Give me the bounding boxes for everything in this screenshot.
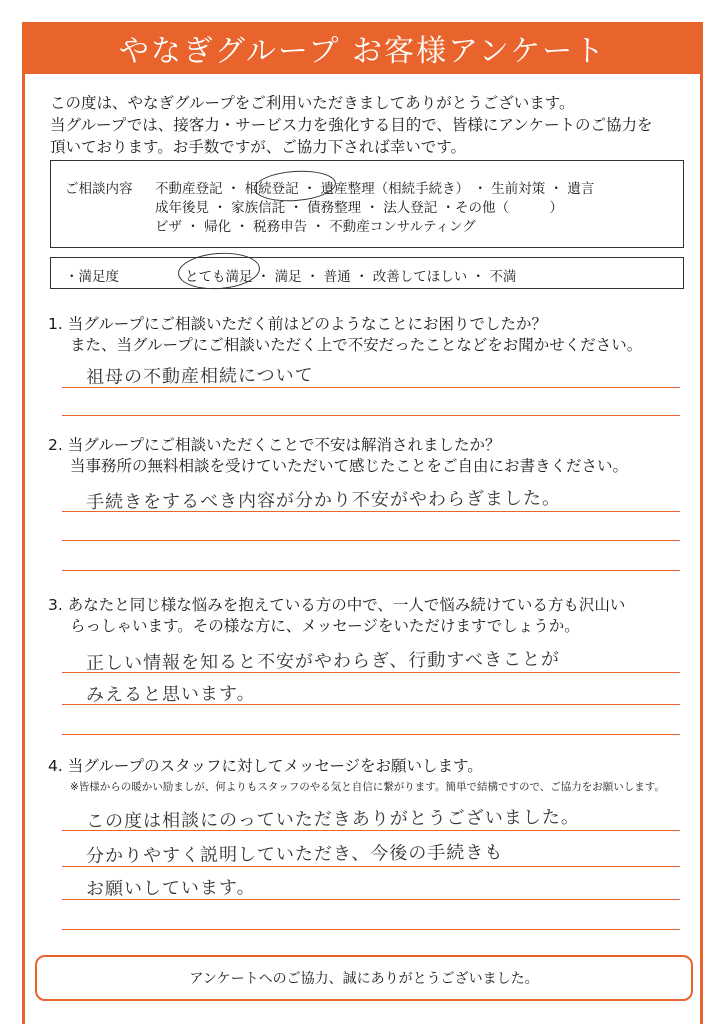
thank-you-footer (35, 955, 693, 1001)
answer-line (62, 570, 680, 571)
question-text: らっしゃいます。その様な方に、メッセージをいただけますでしょうか。 (70, 617, 580, 635)
question-text: 1. 当グループにご相談いただく前はどのようなことにお困りでしたか？ (48, 315, 547, 333)
consultation-box (50, 160, 684, 248)
intro-line: この度は、やなぎグループをご利用いただきましてありがとうございます。 (50, 94, 575, 112)
survey-title: やなぎグループ お客様アンケート (22, 22, 703, 74)
answer-2-handwriting: 手続きをするべき内容が分かり不安がやわらぎました。 (85, 487, 562, 514)
intro-line: 当グループでは、接客力・サービス力を強化する目的で、皆様にアンケートのご協力を (50, 116, 653, 134)
answer-4-handwriting-line: お願いしています。 (85, 877, 256, 900)
question-4-note: ※皆様からの暖かい励ましが、何よりもスタッフのやる気と自信に繋がります。簡単で結構ですので、ご協力をお願いします。 (70, 781, 665, 793)
footer-text: アンケートへのご協力、誠にありがとうございました。 (189, 971, 539, 987)
consultation-label: ご相談内容 (65, 181, 133, 197)
answer-line (62, 387, 680, 388)
answer-line (62, 866, 680, 867)
question-text: 3. あなたと同じ様な悩みを抱えている方の中で、一人で悩み続けている方も沢山い (48, 596, 626, 614)
question-1 (48, 314, 688, 356)
right-border (700, 74, 703, 1024)
question-text: 当事務所の無料相談を受けていただいて感じたことをご自由にお書きください。 (70, 457, 629, 475)
consultation-options-row: ビザ ・ 帰化 ・ 税務申告 ・ 不動産コンサルティング (155, 219, 476, 235)
answer-line (62, 540, 680, 541)
satisfaction-box (50, 257, 684, 289)
answer-line (62, 830, 680, 831)
question-3 (48, 595, 688, 637)
answer-line (62, 672, 680, 673)
intro-text (50, 92, 690, 158)
answer-line (62, 511, 680, 512)
answer-3-handwriting-line: 正しい情報を知ると不安がやわらぎ、行動すべきことが (85, 648, 561, 675)
answer-4-handwriting-line: 分かりやすく説明していただき、今後の手続きも (85, 842, 504, 867)
question-text: 2. 当グループにご相談いただくことで不安は解消されましたか？ (48, 436, 501, 454)
left-border (22, 74, 25, 1024)
question-text: また、当グループにご相談いただく上で不安だったことなどをお聞かせください。 (70, 336, 643, 354)
answer-4-handwriting-line: この度は相談にのっていただきありがとうございました。 (85, 806, 580, 833)
answer-3-handwriting-line: みえると思います。 (85, 683, 256, 706)
satisfaction-options: とても満足 ・ 満足 ・ 普通 ・ 改善してほしい ・ 不満 (185, 269, 517, 285)
answer-line (62, 899, 680, 900)
answer-line (62, 415, 680, 416)
intro-line: 頂いております。お手数ですが、ご協力下されば幸いです。 (50, 138, 467, 156)
answer-line (62, 734, 680, 735)
question-4 (48, 756, 688, 777)
answer-line (62, 929, 680, 930)
question-2 (48, 435, 688, 477)
consultation-options-row: 不動産登記 ・ 相続登記 ・ 遺産整理（相続手続き） ・ 生前対策 ・ 遺言 (155, 181, 595, 197)
consultation-options-row: 成年後見 ・ 家族信託 ・ 債務整理 ・ 法人登記 ・その他（ ） (155, 200, 564, 216)
satisfaction-label: ・満足度 (65, 269, 119, 285)
answer-line (62, 704, 680, 705)
question-text: 4. 当グループのスタッフに対してメッセージをお願いします。 (48, 757, 483, 775)
selected-satisfaction-circle (177, 250, 261, 292)
answer-1-handwriting: 祖母の不動産相続について (85, 365, 314, 388)
